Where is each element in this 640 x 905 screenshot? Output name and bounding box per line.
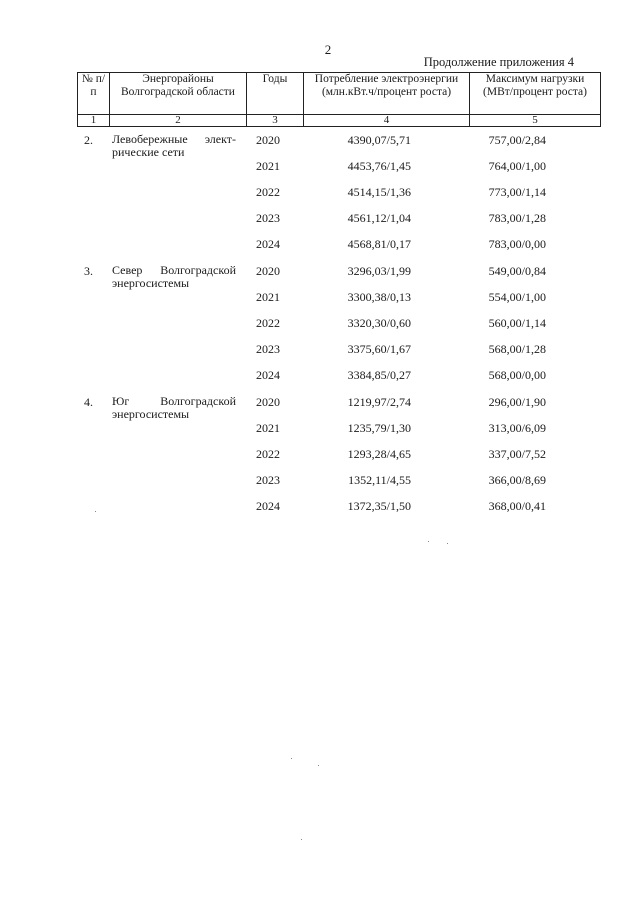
column-number: 2 [110, 115, 247, 127]
region-group [77, 131, 575, 262]
consumption-cell: 3375,60/1,67 [347, 342, 411, 356]
table-row [77, 445, 575, 471]
scan-speck [291, 758, 292, 759]
scan-speck [301, 839, 302, 840]
table-row [77, 497, 575, 523]
page-number: 2 [324, 42, 332, 57]
header-max-load: Максимум нагрузки (МВт/процент роста) [470, 73, 601, 115]
table-row [77, 366, 575, 392]
scan-speck [447, 543, 448, 544]
year-cell: 2022 [256, 447, 280, 461]
max-load-cell: 568,00/1,28 [488, 342, 546, 356]
header-years: Годы [247, 73, 304, 115]
year-cell: 2023 [256, 211, 280, 225]
year-cell: 2021 [256, 159, 280, 173]
table-row [77, 209, 575, 235]
year-cell: 2020 [256, 264, 280, 278]
max-load-cell: 337,00/7,52 [488, 447, 546, 461]
region-name: Север Волгоградской энергосистемы [112, 263, 236, 290]
consumption-cell: 1372,35/1,50 [347, 499, 411, 513]
max-load-cell: 783,00/0,00 [488, 237, 546, 251]
max-load-cell: 554,00/1,00 [488, 290, 546, 304]
table-row [77, 393, 575, 419]
year-cell: 2022 [256, 185, 280, 199]
consumption-cell: 3300,38/0,13 [347, 290, 411, 304]
max-load-cell: 366,00/8,69 [488, 473, 546, 487]
year-cell: 2021 [256, 421, 280, 435]
scan-speck [318, 765, 319, 766]
table-row [77, 314, 575, 340]
scan-speck [95, 511, 96, 512]
table-row [77, 157, 575, 183]
column-number-row [78, 115, 601, 127]
max-load-cell: 549,00/0,84 [488, 264, 546, 278]
table-row [77, 131, 575, 157]
region-name: Левобережные элект-рические сети [112, 132, 236, 159]
column-number: 4 [304, 115, 470, 127]
column-number: 3 [247, 115, 304, 127]
year-cell: 2023 [256, 473, 280, 487]
header-number: № п/п [78, 73, 110, 115]
max-load-cell: 296,00/1,90 [488, 395, 546, 409]
year-cell: 2021 [256, 290, 280, 304]
year-cell: 2020 [256, 395, 280, 409]
max-load-cell: 560,00/1,14 [488, 316, 546, 330]
consumption-cell: 3320,30/0,60 [347, 316, 411, 330]
year-cell: 2020 [256, 133, 280, 147]
consumption-cell: 1235,79/1,30 [347, 421, 411, 435]
table-row [77, 262, 575, 288]
table-row [77, 419, 575, 445]
year-cell: 2024 [256, 499, 280, 513]
consumption-cell: 1219,97/2,74 [347, 395, 411, 409]
continuation-note: Продолжение приложения 4 [423, 55, 574, 69]
row-number: 3. [84, 264, 93, 278]
year-cell: 2022 [256, 316, 280, 330]
row-number: 2. [84, 133, 93, 147]
consumption-cell: 4453,76/1,45 [347, 159, 411, 173]
table-header [77, 72, 601, 127]
max-load-cell: 313,00/6,09 [488, 421, 546, 435]
column-number: 5 [470, 115, 601, 127]
header-row [78, 73, 601, 115]
consumption-cell: 4390,07/5,71 [347, 133, 411, 147]
max-load-cell: 568,00/0,00 [488, 368, 546, 382]
max-load-cell: 764,00/1,00 [488, 159, 546, 173]
consumption-cell: 4568,81/0,17 [347, 237, 411, 251]
consumption-cell: 4514,15/1,36 [347, 185, 411, 199]
table-row [77, 183, 575, 209]
year-cell: 2024 [256, 368, 280, 382]
consumption-cell: 4561,12/1,04 [347, 211, 411, 225]
scan-speck [428, 541, 429, 542]
year-cell: 2024 [256, 237, 280, 251]
region-name: Юг Волгоградской энергосистемы [112, 394, 236, 421]
consumption-cell: 1352,11/4,55 [348, 473, 411, 487]
max-load-cell: 368,00/0,41 [488, 499, 546, 513]
consumption-cell: 1293,28/4,65 [347, 447, 411, 461]
table-row [77, 340, 575, 366]
max-load-cell: 773,00/1,14 [488, 185, 546, 199]
table-body [77, 131, 575, 524]
max-load-cell: 783,00/1,28 [488, 211, 546, 225]
table-row [77, 235, 575, 261]
column-number: 1 [78, 115, 110, 127]
consumption-cell: 3384,85/0,27 [347, 368, 411, 382]
row-number: 4. [84, 395, 93, 409]
header-consumption: Потребление электроэнергии (млн.кВт.ч/процент роста) [304, 73, 470, 115]
region-group [77, 262, 575, 393]
year-cell: 2023 [256, 342, 280, 356]
table-row [77, 471, 575, 497]
header-region: Энергорайоны Волгоградской области [110, 73, 247, 115]
table-row [77, 288, 575, 314]
max-load-cell: 757,00/2,84 [488, 133, 546, 147]
region-group [77, 393, 575, 524]
consumption-cell: 3296,03/1,99 [347, 264, 411, 278]
